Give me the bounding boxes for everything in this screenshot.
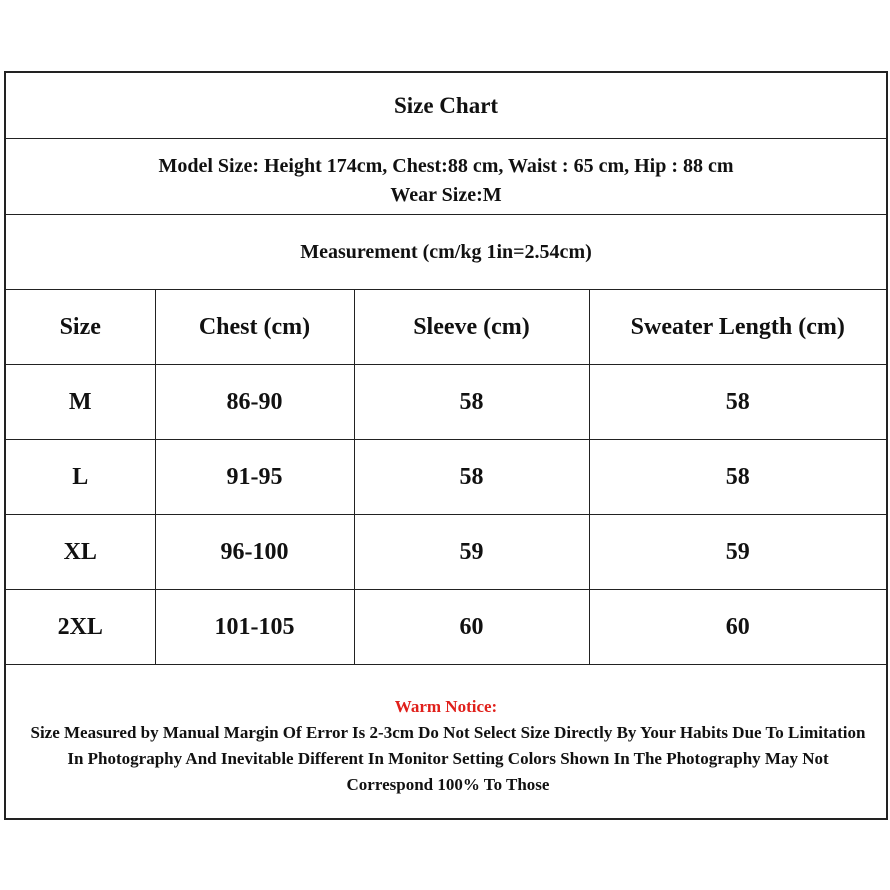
wear-size-line: Wear Size:M bbox=[390, 184, 502, 206]
cell-chest: 91-95 bbox=[155, 440, 354, 515]
cell-length: 60 bbox=[589, 590, 886, 665]
cell-size: 2XL bbox=[6, 590, 155, 665]
warm-notice-title: Warm Notice: bbox=[394, 697, 498, 716]
size-chart bbox=[4, 71, 888, 820]
model-info bbox=[6, 139, 886, 215]
header-chest: Chest (cm) bbox=[155, 290, 354, 365]
model-size-line: Model Size: Height 174cm, Chest:88 cm, Waist : 65 cm, Hip : 88 cm bbox=[158, 155, 734, 177]
cell-chest: 101-105 bbox=[155, 590, 354, 665]
cell-size: XL bbox=[6, 515, 155, 590]
table-row bbox=[6, 365, 886, 440]
header-sleeve: Sleeve (cm) bbox=[354, 290, 589, 365]
cell-chest: 86-90 bbox=[155, 365, 354, 440]
warm-notice-text: Size Measured by Manual Margin Of Error Is 2-3cm Do Not Select Size Directly By Your Habits Due To Limitation In Photography And Inevitable Different In Monitor Setting Colors Shown In The Photography May Not Correspond 100% To Those bbox=[30, 723, 866, 794]
cell-size: L bbox=[6, 440, 155, 515]
size-table bbox=[6, 290, 886, 665]
cell-length: 58 bbox=[589, 365, 886, 440]
cell-sleeve: 58 bbox=[354, 440, 589, 515]
cell-chest: 96-100 bbox=[155, 515, 354, 590]
table-row bbox=[6, 440, 886, 515]
cell-sleeve: 58 bbox=[354, 365, 589, 440]
cell-sleeve: 60 bbox=[354, 590, 589, 665]
header-sweater-length: Sweater Length (cm) bbox=[589, 290, 886, 365]
table-row bbox=[6, 515, 886, 590]
header-size: Size bbox=[6, 290, 155, 365]
table-header-row bbox=[6, 290, 886, 365]
cell-length: 59 bbox=[589, 515, 886, 590]
cell-length: 58 bbox=[589, 440, 886, 515]
chart-title: Size Chart bbox=[6, 73, 886, 139]
table-row bbox=[6, 590, 886, 665]
cell-size: M bbox=[6, 365, 155, 440]
warm-notice bbox=[6, 665, 886, 818]
measurement-note: Measurement (cm/kg 1in=2.54cm) bbox=[6, 215, 886, 290]
cell-sleeve: 59 bbox=[354, 515, 589, 590]
